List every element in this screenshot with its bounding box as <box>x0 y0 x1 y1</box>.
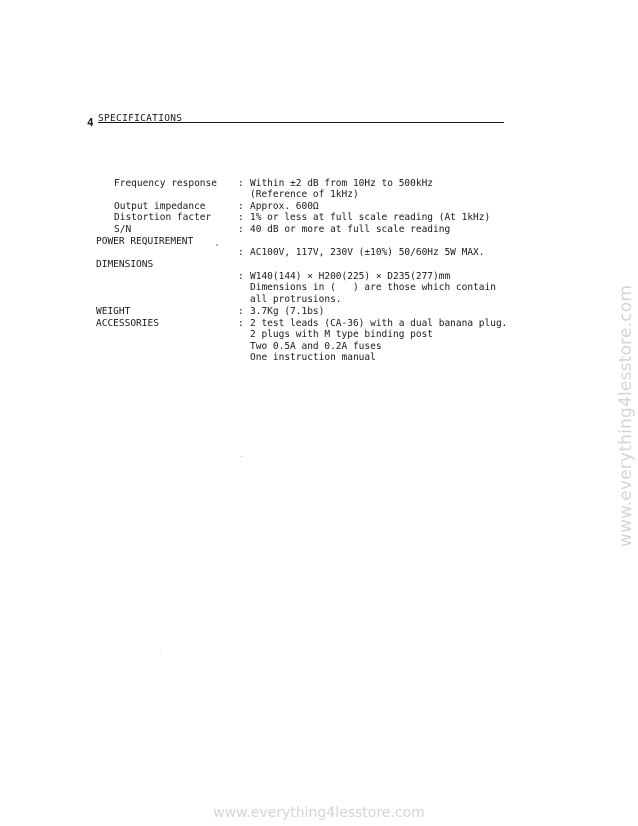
spec-label-frequency-response: Frequency response <box>114 178 217 189</box>
spec-value-distortion-factor: 1% or less at full scale reading (At 1kHz) <box>250 212 491 223</box>
spec-value-power-requirement: AC100V, 117V, 230V (±10%) 50/60Hz 5W MAX. <box>250 247 485 258</box>
spec-label-output-impedance: Output impedance <box>114 201 206 212</box>
heading-rule <box>98 122 504 123</box>
spec-colon: : <box>238 306 244 317</box>
spec-colon: : <box>238 224 244 235</box>
speck <box>241 456 242 457</box>
spec-value-accessories-3: Two 0.5A and 0.2A fuses <box>250 341 382 352</box>
spec-label-accessories: ACCESSORIES <box>96 318 159 329</box>
spec-colon: : <box>238 318 244 329</box>
spec-label-distortion-factor: Distortion facter <box>114 212 212 223</box>
spec-label-weight: WEIGHT <box>96 306 131 317</box>
spec-value-accessories-2: 2 plugs with M type binding post <box>250 329 434 340</box>
spec-label-sn: S/N <box>114 224 132 235</box>
section-title: SPECIFICATIONS <box>98 113 183 124</box>
spec-colon: : <box>238 247 244 258</box>
spec-value-dimensions-1: W140(144) × H200(225) × D235(277)mm <box>250 271 451 282</box>
spec-colon: : <box>238 271 244 282</box>
spec-value-accessories-1: 2 test leads (CA-36) with a dual banana plug. <box>250 318 508 329</box>
spec-value-frequency-response-2: (Reference of 1kHz) <box>250 189 359 200</box>
page-number: 4 <box>87 116 94 129</box>
spec-value-dimensions-2: Dimensions in ( ) are those which contain <box>250 282 496 293</box>
speck <box>216 244 218 246</box>
spec-label-dimensions: DIMENSIONS <box>96 259 154 270</box>
speck <box>160 650 161 651</box>
spec-colon: : <box>238 178 244 189</box>
spec-value-frequency-response-1: Within ±2 dB from 10Hz to 500kHz <box>250 178 434 189</box>
spec-value-dimensions-3: all protrusions. <box>250 294 342 305</box>
spec-value-sn: 40 dB or more at full scale reading <box>250 224 451 235</box>
spec-value-output-impedance: Approx. 600Ω <box>250 201 319 212</box>
watermark-bottom: www.everything4lesstore.com <box>213 805 425 821</box>
spec-colon: : <box>238 201 244 212</box>
spec-value-weight: 3.7Kg (7.1bs) <box>250 306 325 317</box>
spec-value-accessories-4: One instruction manual <box>250 352 376 363</box>
watermark-side: www.everything4lesstore.com <box>616 284 636 548</box>
spec-colon: : <box>238 212 244 223</box>
spec-label-power-requirement: POWER REQUIREMENT <box>96 236 194 247</box>
